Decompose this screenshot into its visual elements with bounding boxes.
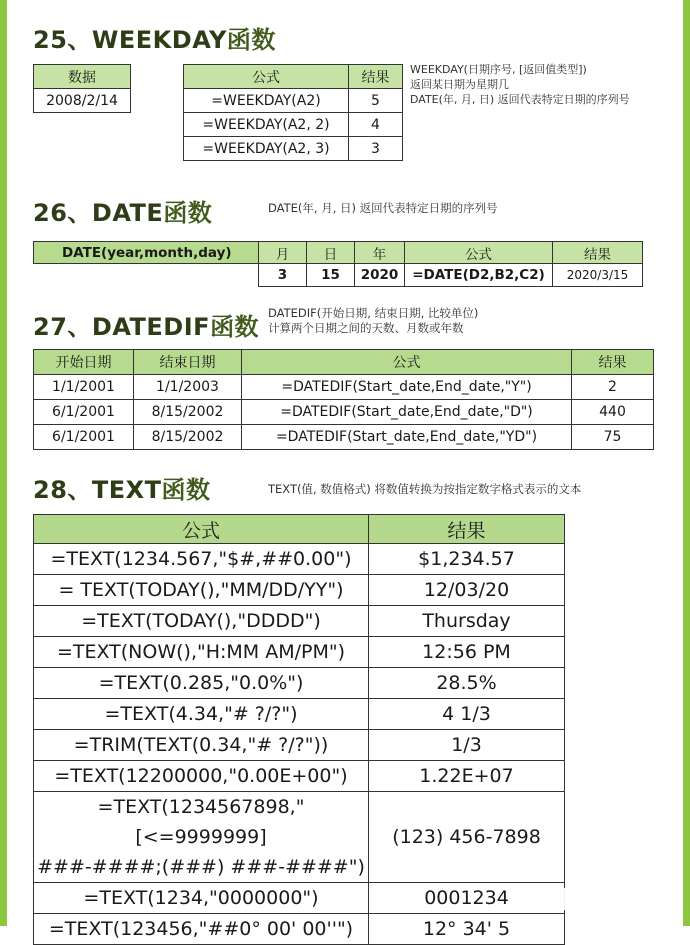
function-name: TEXT xyxy=(91,476,162,504)
table-header: 公式 xyxy=(184,65,349,89)
datedif-description xyxy=(268,306,478,336)
section-27-title xyxy=(33,307,259,342)
description-line: DATE(年, 月, 日) 返回代表特定日期的序列号 xyxy=(410,93,630,106)
table-cell: 3 xyxy=(349,137,403,161)
table-header: 结果 xyxy=(349,65,403,89)
table-header: 公式 xyxy=(242,350,572,375)
text-description: TEXT(值, 数值格式) 将数值转换为按指定数字格式表示的文本 xyxy=(268,482,582,496)
syntax-label: DATE(year,month,day) xyxy=(34,242,259,264)
table-header: 月 xyxy=(259,242,307,264)
table-row xyxy=(34,761,565,792)
blank-cell xyxy=(34,264,259,287)
section-26-title xyxy=(33,193,212,228)
function-suffix: 函数 xyxy=(210,313,260,341)
table-row xyxy=(34,699,565,730)
table-cell: =TEXT(1234.567,"$#,##0.00") xyxy=(34,544,369,575)
weekday-formula-table xyxy=(183,64,403,161)
text-table xyxy=(33,514,565,945)
left-accent-bar xyxy=(0,0,7,926)
table-row xyxy=(34,544,565,575)
table-cell: =DATE(D2,B2,C2) xyxy=(405,264,553,287)
table-header: 开始日期 xyxy=(34,350,134,375)
table-cell: 3 xyxy=(259,264,307,287)
datedif-table xyxy=(33,349,654,450)
table-cell: 8/15/2002 xyxy=(134,400,242,425)
date-description: DATE(年, 月, 日) 返回代表特定日期的序列号 xyxy=(268,201,498,215)
table-cell: 15 xyxy=(307,264,355,287)
section-number: 27、 xyxy=(33,313,92,341)
watermark-fade xyxy=(520,888,660,910)
description-line: DATEDIF(开始日期, 结束日期, 比较单位) xyxy=(268,306,479,320)
table-cell: (123) 456-7898 xyxy=(369,792,565,883)
table-cell: 2 xyxy=(572,375,654,400)
table-row xyxy=(34,575,565,606)
table-header: 结果 xyxy=(369,515,565,544)
table-cell: 6/1/2001 xyxy=(34,425,134,450)
table-row xyxy=(34,606,565,637)
table-header: 公式 xyxy=(34,515,369,544)
table-row xyxy=(34,264,643,287)
table-cell: 8/15/2002 xyxy=(134,425,242,450)
function-suffix: 函数 xyxy=(161,476,211,504)
table-cell: 5 xyxy=(349,89,403,113)
description-line: 计算两个日期之间的天数、月数或年数 xyxy=(268,321,464,335)
table-cell: =TEXT(0.285,"0.0%") xyxy=(34,668,369,699)
table-cell: 12:56 PM xyxy=(369,637,565,668)
table-cell: =DATEDIF(Start_date,End_date,"YD") xyxy=(242,425,572,450)
table-header: 结束日期 xyxy=(134,350,242,375)
table-cell: 2020 xyxy=(355,264,405,287)
table-row xyxy=(184,137,403,161)
section-25-title xyxy=(33,20,276,55)
formula-line: ###-####;(###) ###-####") xyxy=(37,856,365,878)
function-suffix: 函数 xyxy=(163,199,213,227)
table-row xyxy=(34,425,654,450)
table-cell: 75 xyxy=(572,425,654,450)
table-cell: 1/1/2003 xyxy=(134,375,242,400)
table-cell: =TEXT(123456,"##0° 00' 00''") xyxy=(34,914,369,945)
section-28-title xyxy=(33,470,211,505)
table-row xyxy=(34,668,565,699)
table-cell: =TEXT(12200000,"0.00E+00") xyxy=(34,761,369,792)
function-name: DATE xyxy=(91,199,164,227)
table-cell: 1/3 xyxy=(369,730,565,761)
table-row xyxy=(34,730,565,761)
table-cell: 12° 34' 5 xyxy=(369,914,565,945)
table-header: 结果 xyxy=(572,350,654,375)
table-header: 日 xyxy=(307,242,355,264)
table-cell: $1,234.57 xyxy=(369,544,565,575)
table-row xyxy=(34,792,565,883)
right-accent-bar xyxy=(683,0,690,926)
table-cell: Thursday xyxy=(369,606,565,637)
table-cell: 1.22E+07 xyxy=(369,761,565,792)
section-number: 28、 xyxy=(33,476,92,504)
table-cell: 2008/2/14 xyxy=(34,89,131,113)
table-cell: 440 xyxy=(572,400,654,425)
table-cell: 12/03/20 xyxy=(369,575,565,606)
description-line: WEEKDAY(日期序号, [返回值类型]) xyxy=(410,63,587,76)
weekday-description xyxy=(410,62,630,107)
table-header: 公式 xyxy=(405,242,553,264)
table-header: 结果 xyxy=(553,242,643,264)
table-cell: =WEEKDAY(A2) xyxy=(184,89,349,113)
table-cell: 0001234 xyxy=(369,883,565,914)
table-cell: =WEEKDAY(A2, 2) xyxy=(184,113,349,137)
table-cell: 2020/3/15 xyxy=(553,264,643,287)
table-cell: =TEXT(NOW(),"H:MM AM/PM") xyxy=(34,637,369,668)
section-number: 25、 xyxy=(33,26,92,54)
table-cell: 4 xyxy=(349,113,403,137)
table-cell: =DATEDIF(Start_date,End_date,"Y") xyxy=(242,375,572,400)
table-row xyxy=(184,113,403,137)
table-cell: =DATEDIF(Start_date,End_date,"D") xyxy=(242,400,572,425)
table-cell: =TRIM(TEXT(0.34,"# ?/?")) xyxy=(34,730,369,761)
formula-line: =TEXT(1234567898,"[<=9999999] xyxy=(97,796,305,848)
table-row xyxy=(184,89,403,113)
table-cell xyxy=(34,792,369,883)
section-number: 26、 xyxy=(33,199,92,227)
table-cell: =TEXT(1234,"0000000") xyxy=(34,883,369,914)
function-name: WEEKDAY xyxy=(91,26,227,54)
table-row xyxy=(34,883,565,914)
table-cell: 1/1/2001 xyxy=(34,375,134,400)
function-name: DATEDIF xyxy=(91,313,211,341)
function-suffix: 函数 xyxy=(226,26,276,54)
description-line: 返回某日期为星期几 xyxy=(410,78,509,91)
table-cell: 28.5% xyxy=(369,668,565,699)
table-cell: 4 1/3 xyxy=(369,699,565,730)
table-cell: =TEXT(TODAY(),"DDDD") xyxy=(34,606,369,637)
table-header: 年 xyxy=(355,242,405,264)
date-table xyxy=(33,241,643,287)
table-cell: =TEXT(4.34,"# ?/?") xyxy=(34,699,369,730)
table-row xyxy=(34,400,654,425)
table-row xyxy=(34,375,654,400)
table-cell: 6/1/2001 xyxy=(34,400,134,425)
table-row xyxy=(34,637,565,668)
table-row xyxy=(34,914,565,945)
table-header: 数据 xyxy=(34,65,131,89)
weekday-data-table xyxy=(33,64,131,113)
table-cell: =WEEKDAY(A2, 3) xyxy=(184,137,349,161)
table-cell: = TEXT(TODAY(),"MM/DD/YY") xyxy=(34,575,369,606)
